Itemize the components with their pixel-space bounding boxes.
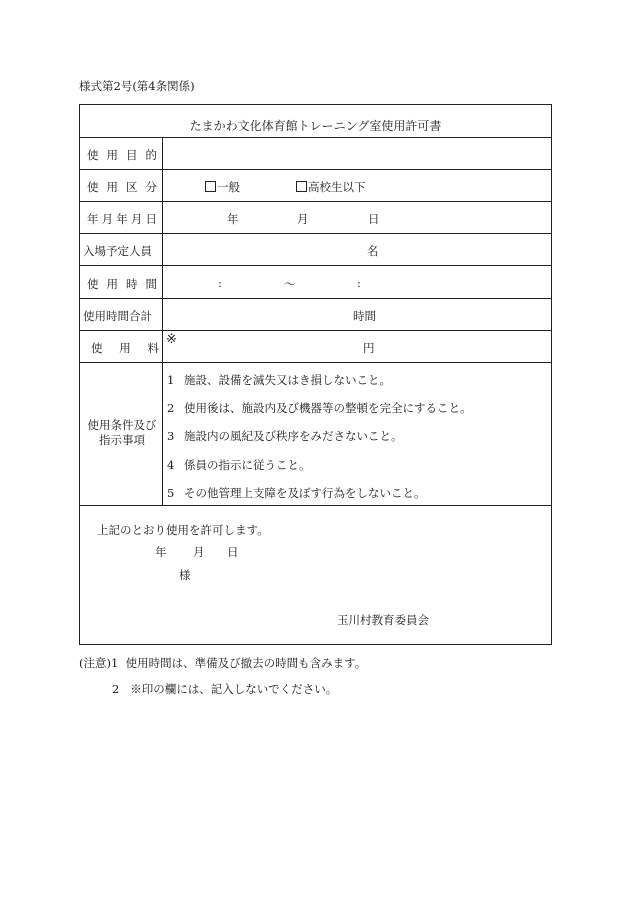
row-divider [80,265,551,266]
condition-item: 2 使用後は、施設内及び機器等の整頓を完全にすること。 [167,401,472,415]
condition-item: 5 その他管理上支障を及ぼす行為をしないこと。 [167,486,426,500]
purpose-field[interactable] [163,138,551,169]
row-divider [80,233,551,234]
total-time-unit: 時間 [353,309,376,323]
date-day-unit: 日 [368,212,380,226]
row-divider [80,298,551,299]
time-label: 使 用 時 間 [87,277,157,291]
condition-item: 1 施設、設備を滅失又はき損しないこと。 [167,373,391,387]
option-general[interactable]: 一般 [205,179,240,195]
category-label: 使 用 区 分 [87,180,157,194]
date-year-unit: 年 [227,212,239,226]
issuer-name: 玉川村教育委員会 [337,613,429,627]
row-divider [80,362,551,363]
form-number-label: 様式第2号(第4条関係) [79,79,195,93]
permit-form-table [79,104,552,645]
time-range-tilde: 〜 [284,277,296,291]
people-unit: 名 [367,244,379,258]
row-divider [80,330,551,331]
conditions-label: 使用条件及び 指示事項 [87,418,157,447]
permission-year: 年 [155,545,167,559]
permission-month: 月 [193,545,205,559]
checkbox-icon[interactable] [205,181,216,192]
office-use-mark: ※ [166,332,177,347]
addressee-sama: 様 [179,568,191,582]
note-item: (注意)1 使用時間は、準備及び撤去の時間も含みます。 [79,656,367,670]
date-month-unit: 月 [297,212,309,226]
row-divider [80,201,551,202]
option-highschool[interactable]: 高校生以下 [296,179,366,195]
purpose-label: 使 用 目 的 [87,148,157,162]
column-divider [162,137,163,505]
row-divider [80,505,551,506]
time-end-colon: : [357,276,361,290]
fee-label: 使 用 料 [91,341,159,355]
total-time-label: 使用時間合計 [83,309,152,323]
time-start-colon: : [218,276,222,290]
row-divider [80,169,551,170]
permission-statement: 上記のとおり使用を許可します。 [97,523,269,537]
note-item: 2 ※印の欄には、記入しないでください。 [112,682,338,696]
form-title: たまかわ文化体育館トレーニング室使用許可書 [189,119,442,133]
date-label: 年 月 年 月 日 [87,212,157,226]
condition-item: 4 係員の指示に従うこと。 [167,458,311,472]
condition-item: 3 施設内の風紀及び秩序をみださないこと。 [167,429,403,443]
checkbox-icon[interactable] [296,181,307,192]
permission-day: 日 [227,545,239,559]
people-label: 入場予定人員 [83,244,152,258]
fee-unit: 円 [363,341,375,355]
